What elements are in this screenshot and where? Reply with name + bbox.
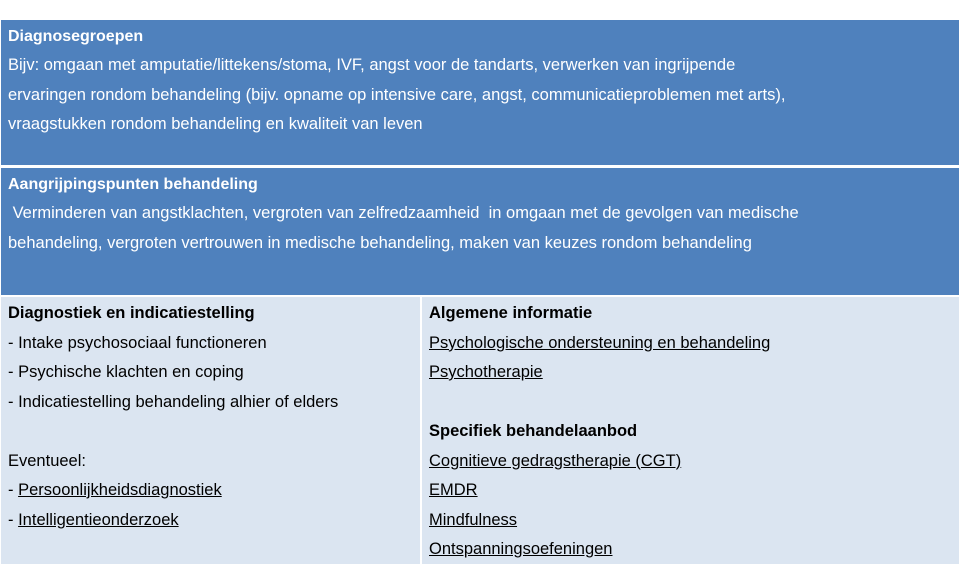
diagnostiek-item: - Psychische klachten en coping	[8, 363, 244, 381]
aangrijpingspunten-line: behandeling, vergroten vertrouwen in medische behandeling, maken van keuzes rondom behandeling	[8, 233, 752, 252]
diagnostiek-item: - Indicatiestelling behandeling alhier of elders	[8, 392, 339, 411]
aangrijpingspunten-text	[8, 199, 952, 258]
info-table	[0, 20, 959, 564]
link-prefix: -	[8, 481, 19, 499]
psychotherapie-link[interactable]: Psychotherapie	[429, 363, 543, 381]
link-prefix: -	[8, 510, 19, 529]
diagnostiek-link-row	[8, 476, 413, 506]
mindfulness-link[interactable]: Mindfulness	[429, 510, 518, 529]
cgt-link[interactable]: Cognitieve gedragstherapie (CGT)	[429, 451, 682, 470]
diagnosegroepen-text	[8, 51, 952, 140]
ontspanningsoefeningen-link[interactable]: Ontspanningsoefeningen	[429, 540, 613, 558]
diagnosegroepen-section	[1, 20, 959, 165]
spacer	[8, 417, 413, 447]
intelligentieonderzoek-link[interactable]: Intelligentieonderzoek	[18, 510, 179, 529]
diagnostiek-title: Diagnostiek en indicatiestelling	[8, 304, 255, 322]
algemene-informatie-title: Algemene informatie	[429, 304, 593, 322]
diagnosegroepen-line: vraagstukken rondom behandeling en kwaliteit van leven	[8, 115, 423, 133]
persoonlijkheidsdiagnostiek-link[interactable]: Persoonlijkheidsdiagnostiek	[18, 481, 222, 499]
aangrijpingspunten-title: Aangrijpingspunten behandeling	[8, 176, 258, 193]
informatie-cell	[422, 297, 959, 564]
diagnostiek-item: - Intake psychosociaal functioneren	[8, 333, 267, 352]
diagnosegroepen-title: Diagnosegroepen	[8, 28, 144, 45]
emdr-link[interactable]: EMDR	[429, 481, 478, 499]
behandelaanbod-title: Specifiek behandelaanbod	[429, 422, 638, 440]
diagnosegroepen-line: ervaringen rondom behandeling (bijv. opname op intensive care, angst, communicatieproblemen met arts),	[8, 85, 786, 104]
diagnostiek-cell	[1, 297, 420, 564]
diagnosegroepen-line: Bijv: omgaan met amputatie/littekens/stoma, IVF, angst voor de tandarts, verwerken van ingrijpende	[8, 56, 736, 74]
psychologische-ondersteuning-link[interactable]: Psychologische ondersteuning en behandeling	[429, 333, 771, 352]
eventueel-label: Eventueel:	[8, 451, 86, 470]
aangrijpingspunten-section	[1, 168, 959, 295]
aangrijpingspunten-line: Verminderen van angstklachten, vergroten van zelfredzaamheid in omgaan met de gevolgen van medische	[8, 204, 799, 222]
spacer	[429, 388, 952, 418]
diagnostiek-link-row	[8, 506, 413, 536]
